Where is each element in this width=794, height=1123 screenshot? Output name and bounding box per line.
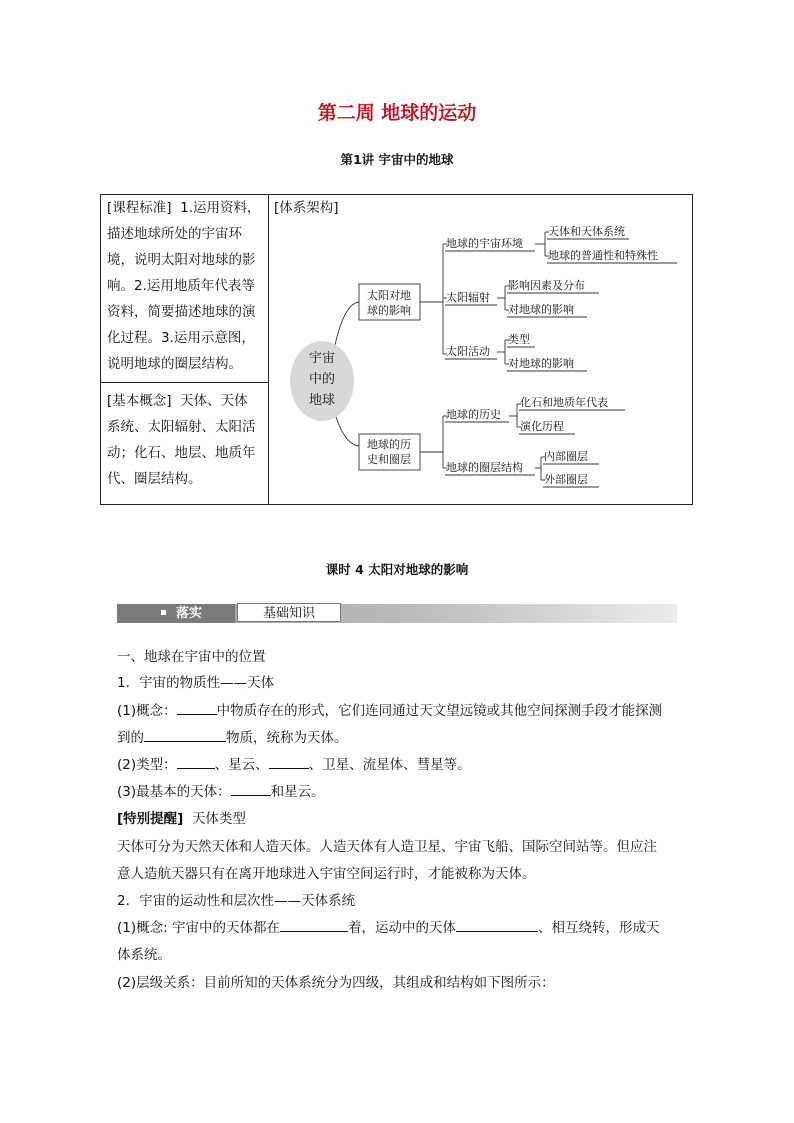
branch2-line-2: 史和圈层 bbox=[367, 453, 411, 466]
leaf-fossils-timescale: 化石和地质年代表 bbox=[520, 396, 608, 409]
leaf-celestial-systems: 天体和天体系统 bbox=[548, 225, 625, 238]
leaf-outer-layers: 外部圈层 bbox=[544, 473, 588, 486]
leaf-radiation-factors: 影响因素及分布 bbox=[508, 279, 585, 292]
blank bbox=[231, 782, 271, 796]
blank bbox=[269, 755, 309, 769]
system-concept-line: (1)概念: 宇宙中的天体都在 着，运动中的天体 、相互绕转，形成天 bbox=[117, 920, 660, 936]
subheading-1: 1．宇宙的物质性——天体 bbox=[117, 675, 275, 691]
blank bbox=[144, 728, 226, 742]
lecture-title: 第1讲 宇宙中的地球 bbox=[340, 152, 454, 167]
tip-heading: [特别提醒] 天体类型 bbox=[117, 811, 246, 827]
center-line-1: 宇宙 bbox=[308, 351, 336, 366]
concept-line-2: 到的 物质，统称为天体。 bbox=[117, 730, 348, 746]
curriculum-standard-cell: [课程标准] 1.运用资料， 描述地球所处的宇宙环 境，说明太阳对地球的影 响。2.运用地质年代表等 资料，简要描述地球的演 化过程。3.运用示意图， 说明地球的圈层结构。 bbox=[107, 200, 261, 372]
blank bbox=[177, 755, 215, 769]
basic-concepts-label: [基本概念] bbox=[107, 393, 172, 409]
center-line-2: 中的 bbox=[308, 372, 336, 387]
node-earth-history: 地球的历史 bbox=[446, 408, 501, 421]
hierarchy-line: (2)层级关系：目前所知的天体系统分为四级，其组成和结构如下图所示： bbox=[117, 975, 555, 991]
node-earth-layers: 地球的圈层结构 bbox=[446, 461, 523, 474]
node-solar-activity: 太阳活动 bbox=[446, 345, 490, 358]
curriculum-standard-label: [课程标准] bbox=[107, 200, 172, 216]
basic-concepts-cell: [基本概念] 天体、天体 系统、太阳辐射、太阳活 动；化石、地层、地质年 代、圈层结构。 bbox=[107, 393, 256, 487]
leaf-inner-layers: 内部圈层 bbox=[544, 450, 588, 463]
center-line-3: 地球 bbox=[308, 393, 336, 408]
banner-label: 基础知识 bbox=[237, 603, 341, 622]
node-cosmic-environment: 地球的宇宙环境 bbox=[446, 237, 523, 250]
branch1-line-1: 太阳对地 bbox=[367, 289, 411, 302]
blank bbox=[280, 918, 348, 932]
subheading-2: 2．宇宙的运动性和层次性——天体系统 bbox=[117, 893, 356, 909]
lesson-title: 课时 4 太阳对地球的影响 bbox=[325, 562, 469, 577]
blank bbox=[177, 701, 217, 715]
branch1-line-2: 球的影响 bbox=[367, 304, 411, 317]
section-heading-1: 一、地球在宇宙中的位置 bbox=[117, 649, 266, 665]
tip-line-1: 天体可分为天然天体和人造天体。人造天体有人造卫星、宇宙飞船、国际空间站等。但应注 bbox=[117, 839, 657, 855]
basic-body-line: (3)最基本的天体： 和星云。 bbox=[117, 784, 325, 800]
system-concept-line-2: 体系统。 bbox=[117, 947, 171, 963]
types-line: (2)类型： 、星云、 、卫星、流星体、彗星等。 bbox=[117, 757, 471, 773]
page-title: 第二周 地球的运动 bbox=[317, 102, 477, 124]
leaf-evolution: 演化历程 bbox=[520, 420, 564, 433]
blank bbox=[456, 918, 538, 932]
leaf-radiation-effects: 对地球的影响 bbox=[508, 303, 574, 316]
leaf-activity-types: 类型 bbox=[508, 333, 530, 346]
tip-line-2: 意人造航天器只有在离开地球进入宇宙空间运行时，才能被称为天体。 bbox=[117, 866, 536, 882]
banner-tab: 落实 bbox=[117, 604, 235, 623]
leaf-activity-effects: 对地球的影响 bbox=[508, 357, 574, 370]
concept-line-1: (1)概念： 中物质存在的形式，它们连同通过天文望远镜或其他空间探测手段才能探测 bbox=[117, 703, 663, 719]
leaf-earth-uniqueness: 地球的普通性和特殊性 bbox=[548, 249, 658, 262]
branch2-line-1: 地球的历 bbox=[367, 438, 411, 451]
framework-mindmap bbox=[269, 194, 693, 505]
table-row-divider bbox=[100, 382, 269, 383]
square-icon bbox=[161, 610, 166, 615]
node-solar-radiation: 太阳辐射 bbox=[446, 291, 490, 304]
framework-label: [体系架构] bbox=[274, 200, 339, 216]
